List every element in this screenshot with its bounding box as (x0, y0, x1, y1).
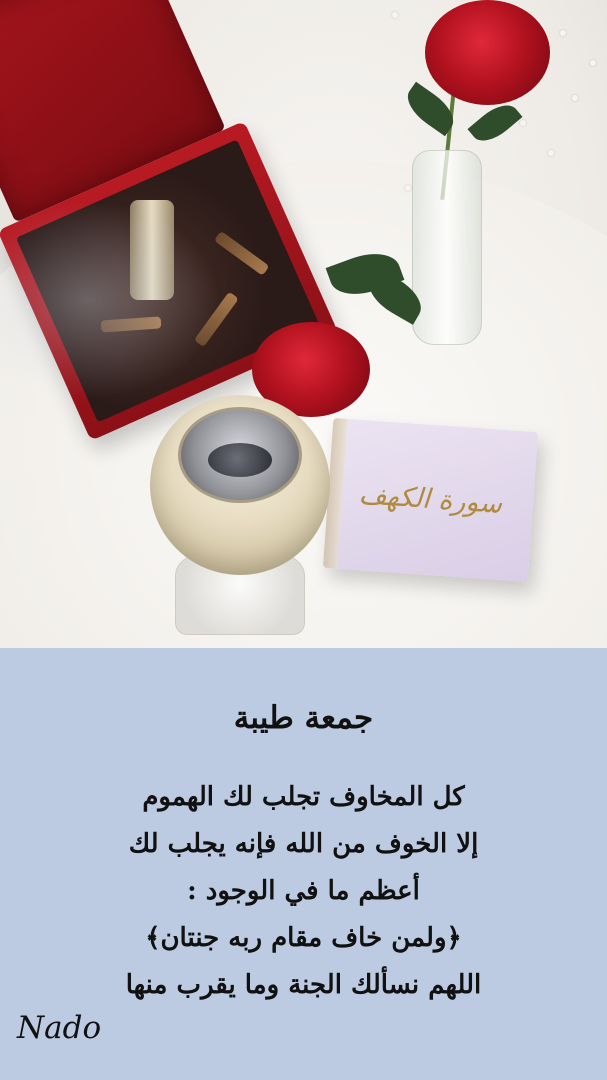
burner-coal (208, 443, 272, 477)
message-line: كل المخاوف تجلب لك الهموم (142, 782, 465, 812)
babys-breath-flower (572, 95, 578, 101)
quran-verse-line: ﴿ولمن خاف مقام ربه جنتان﴾ (145, 923, 462, 953)
message-line: اللهم نسألك الجنة وما يقرب منها (125, 970, 482, 1000)
message-body (0, 774, 607, 1009)
message-line: إلا الخوف من الله فإنه يجلب لك (128, 829, 479, 859)
babys-breath-flower (405, 185, 411, 191)
message-line: أعظم ما في الوجود : (187, 876, 420, 906)
babys-breath-flower (590, 60, 596, 66)
babys-breath-flower (548, 150, 554, 156)
oud-chip (214, 231, 270, 276)
rose-in-vase (425, 0, 550, 105)
quran-cover-title: سورة الكهف (357, 479, 504, 521)
author-signature: Nado (17, 1010, 102, 1046)
quran-booklet (323, 418, 538, 582)
incense-smoke (0, 200, 220, 400)
greeting-title: جمعة طيبة (233, 700, 374, 736)
incense-burner (150, 395, 330, 640)
leaf (467, 97, 522, 149)
babys-breath-flower (560, 30, 566, 36)
babys-breath-flower (392, 12, 398, 18)
babys-breath-flower (520, 120, 526, 126)
glass-vase (412, 150, 482, 345)
